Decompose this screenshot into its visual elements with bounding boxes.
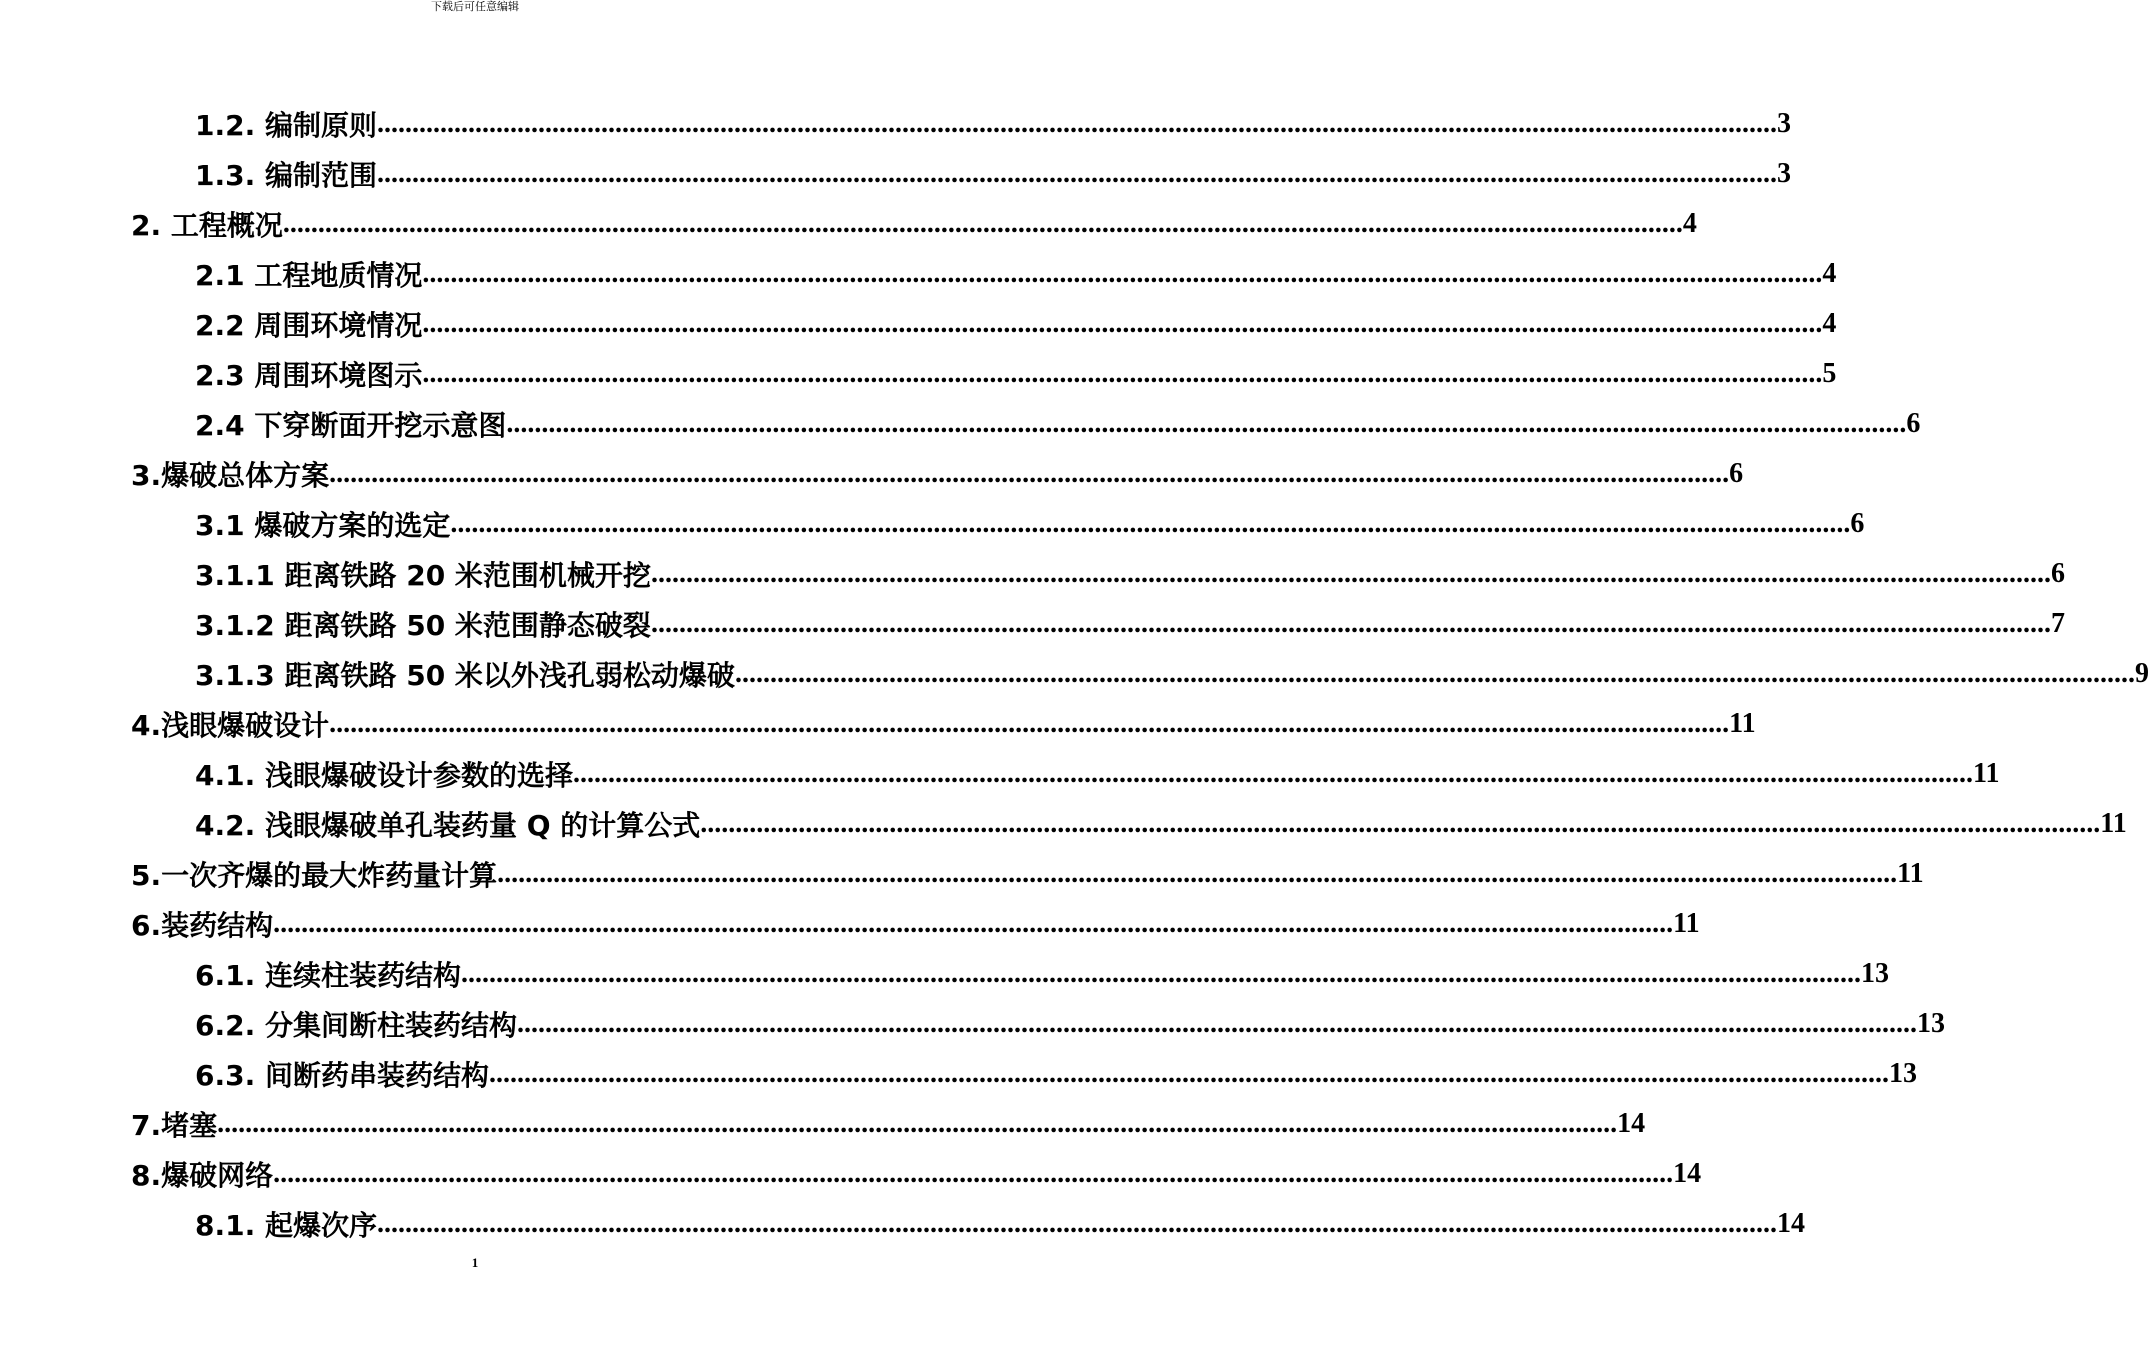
toc-entry-page: 11 <box>1897 858 1924 889</box>
toc-entry[interactable] <box>195 99 1791 149</box>
toc-entry-page: 13 <box>1861 958 1889 989</box>
toc-entry[interactable] <box>195 149 1791 199</box>
toc-entry[interactable] <box>195 399 1921 449</box>
toc-entry[interactable] <box>195 1049 1917 1099</box>
toc-entry-label: 6.3. 间断药串装药结构 <box>195 1059 489 1092</box>
toc-entry-page: 11 <box>1973 758 2000 789</box>
toc-dot-leader: ........................................................................................................................................................................................................ <box>282 208 1683 239</box>
toc-dot-leader: ........................................................................................................................................................................................................ <box>329 458 1730 489</box>
toc-entry-page: 13 <box>1889 1058 1917 1089</box>
toc-entry[interactable] <box>195 349 1837 399</box>
toc-entry-label: 3.1.3 距离铁路 50 米以外浅孔弱松动爆破 <box>195 659 735 692</box>
toc-entry-label: 3.1 爆破方案的选定 <box>195 509 451 542</box>
toc-dot-leader: ........................................................................................................................................................................................................ <box>734 658 2135 689</box>
toc-entry[interactable] <box>195 1199 1805 1249</box>
toc-entry[interactable] <box>131 1099 1646 1149</box>
toc-entry-label: 4.1. 浅眼爆破设计参数的选择 <box>195 759 573 792</box>
toc-entry-label: 1.3. 编制范围 <box>195 159 377 192</box>
toc-dot-leader: ........................................................................................................................................................................................................ <box>329 708 1730 739</box>
toc-dot-leader: ........................................................................................................................................................................................................ <box>273 908 1674 939</box>
toc-entry-label: 8.1. 起爆次序 <box>195 1209 377 1242</box>
toc-entry-page: 14 <box>1673 1158 1702 1189</box>
toc-entry-page: 11 <box>1729 708 1756 739</box>
toc-entry-label: 7.堵塞 <box>131 1109 218 1142</box>
toc-entry-label: 2. 工程概况 <box>131 209 283 242</box>
toc-entry[interactable] <box>195 599 2065 649</box>
toc-entry[interactable] <box>131 1149 1702 1199</box>
toc-entry[interactable] <box>195 299 1837 349</box>
toc-entry[interactable] <box>195 999 1945 1049</box>
toc-entry-label: 3.1.2 距离铁路 50 米范围静态破裂 <box>195 609 651 642</box>
toc-dot-leader: ........................................................................................................................................................................................................ <box>461 958 1861 989</box>
toc-dot-leader: ........................................................................................................................................................................................................ <box>422 258 1823 289</box>
toc-entry-page: 3 <box>1777 108 1791 139</box>
toc-entry[interactable] <box>131 449 1744 499</box>
toc-entry[interactable] <box>131 849 1924 899</box>
toc-entry[interactable] <box>131 199 1697 249</box>
toc-entry-label: 6.1. 连续柱装药结构 <box>195 959 461 992</box>
toc-entry-page: 14 <box>1617 1108 1646 1139</box>
toc-entry-page: 14 <box>1777 1208 1805 1239</box>
toc-entry[interactable] <box>195 949 1889 999</box>
toc-entry-label: 5.一次齐爆的最大炸药量计算 <box>131 859 498 892</box>
page-header: 下载后可任意编辑 <box>431 0 519 13</box>
toc-entry[interactable] <box>195 549 2065 599</box>
toc-entry-page: 4 <box>1682 208 1697 239</box>
toc-dot-leader: ........................................................................................................................................................................................................ <box>450 508 1851 539</box>
toc-entry[interactable] <box>195 799 2127 849</box>
toc-dot-leader: ........................................................................................................................................................................................................ <box>377 158 1777 189</box>
toc-dot-leader: ........................................................................................................................................................................................................ <box>700 808 2101 839</box>
toc-entry-page: 9 <box>2134 658 2149 689</box>
toc-entry-label: 6.2. 分集间断柱装药结构 <box>195 1009 517 1042</box>
toc-dot-leader: ........................................................................................................................................................................................................ <box>650 558 2051 589</box>
toc-entry-page: 3 <box>1777 158 1791 189</box>
toc-entry-page: 6 <box>1729 458 1744 489</box>
toc-entry-label: 2.2 周围环境情况 <box>195 309 423 342</box>
toc-dot-leader: ........................................................................................................................................................................................................ <box>650 608 2051 639</box>
toc-dot-leader: ........................................................................................................................................................................................................ <box>489 1058 1889 1089</box>
toc-entry-page: 4 <box>1822 308 1837 339</box>
page-number: 1 <box>471 1255 479 1270</box>
toc-entry[interactable] <box>131 699 1756 749</box>
toc-entry-label: 8.爆破网络 <box>131 1159 274 1192</box>
toc-entry-page: 6 <box>1850 508 1865 539</box>
toc-entry-page: 13 <box>1917 1008 1945 1039</box>
toc-entry-page: 11 <box>1673 908 1700 939</box>
toc-dot-leader: ........................................................................................................................................................................................................ <box>422 358 1823 389</box>
toc-entry-label: 2.3 周围环境图示 <box>195 359 423 392</box>
toc-dot-leader: ........................................................................................................................................................................................................ <box>506 408 1907 439</box>
toc-entry[interactable] <box>131 899 1700 949</box>
toc-dot-leader: ........................................................................................................................................................................................................ <box>422 308 1823 339</box>
toc-entry-page: 5 <box>1822 358 1837 389</box>
toc-entry-page: 4 <box>1822 258 1837 289</box>
toc-entry-label: 2.1 工程地质情况 <box>195 259 423 292</box>
toc-dot-leader: ........................................................................................................................................................................................................ <box>217 1108 1618 1139</box>
toc-dot-leader: ........................................................................................................................................................................................................ <box>377 1208 1777 1239</box>
toc-entry-page: 7 <box>2050 608 2065 639</box>
toc-entry[interactable] <box>195 749 2000 799</box>
toc-entry[interactable] <box>195 499 1865 549</box>
toc-dot-leader: ........................................................................................................................................................................................................ <box>573 758 1973 789</box>
toc-entry-label: 1.2. 编制原则 <box>195 109 377 142</box>
toc-entry-label: 2.4 下穿断面开挖示意图 <box>195 409 507 442</box>
toc-entry-label: 3.爆破总体方案 <box>131 459 330 492</box>
toc-entry-label: 6.装药结构 <box>131 909 274 942</box>
toc-dot-leader: ........................................................................................................................................................................................................ <box>517 1008 1917 1039</box>
toc-entry-page: 11 <box>2100 808 2127 839</box>
toc-entry-page: 6 <box>1906 408 1921 439</box>
toc-dot-leader: ........................................................................................................................................................................................................ <box>273 1158 1674 1189</box>
toc-dot-leader: ........................................................................................................................................................................................................ <box>377 108 1777 139</box>
toc-dot-leader: ........................................................................................................................................................................................................ <box>497 858 1898 889</box>
toc-entry-label: 4.2. 浅眼爆破单孔装药量 Q 的计算公式 <box>195 809 701 842</box>
toc-entry-page: 6 <box>2050 558 2065 589</box>
toc-entry[interactable] <box>195 249 1837 299</box>
toc-entry[interactable] <box>195 649 2149 699</box>
toc-entry-label: 4.浅眼爆破设计 <box>131 709 330 742</box>
toc-entry-label: 3.1.1 距离铁路 20 米范围机械开挖 <box>195 559 651 592</box>
